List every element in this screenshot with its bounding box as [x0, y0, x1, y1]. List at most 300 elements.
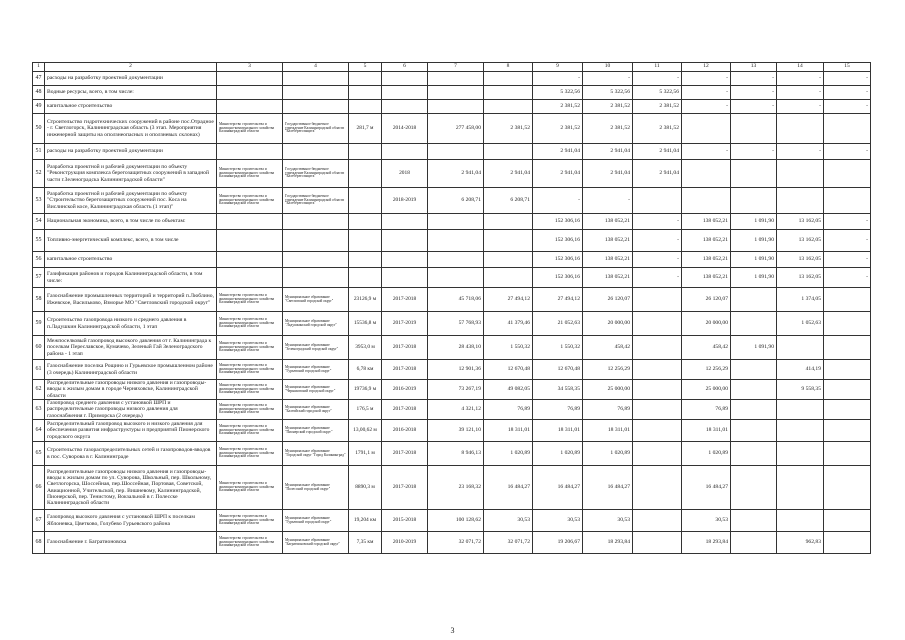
value-cell: 49 082,05: [484, 380, 533, 400]
estimated-cost-cell: [428, 214, 484, 230]
value-cell: [777, 466, 824, 510]
ministry-cell: [217, 252, 283, 268]
value-cell: [484, 214, 533, 230]
table-row: [33, 532, 871, 554]
object-name: Строительство гидротехнических сооружений в районе пос.Отрадное - г. Светлогорск, Калининградская область (3 этап. Мероприятия инженерной защиты на оползнеопасных и оползневых склонах): [45, 114, 217, 144]
value-cell: 30,53: [533, 510, 583, 532]
period-cell: 2018: [382, 160, 428, 188]
table-row: [33, 100, 871, 114]
table-row: [33, 336, 871, 360]
period-cell: 2010-2019: [382, 532, 428, 554]
value-cell: -: [777, 144, 824, 160]
ministry-cell: Министерство строительства и жилищно-коммунального хозяйства Калининградской области: [217, 288, 283, 312]
capacity-cell: [349, 268, 382, 288]
value-cell: [731, 420, 777, 442]
value-cell: [777, 420, 824, 442]
value-cell: 2 381,52: [633, 114, 682, 144]
estimated-cost-cell: [428, 144, 484, 160]
value-cell: [633, 360, 682, 380]
value-cell: 25 000,00: [583, 380, 633, 400]
capacity-cell: 13,00,62 м: [349, 420, 382, 442]
object-name: Газоснабжение г. Багратионовска: [45, 532, 217, 554]
value-cell: 76,89: [583, 400, 633, 420]
estimated-cost-cell: 39 121,10: [428, 420, 484, 442]
row-number: 59: [33, 312, 45, 336]
value-cell: -: [731, 86, 777, 100]
value-cell: [633, 442, 682, 466]
capacity-cell: [349, 160, 382, 188]
object-name: Распределительные газопроводы низкого давления и газопроводы-вводы к жилым домам в городе Черняховске, Калининградской области: [45, 380, 217, 400]
value-cell: [731, 360, 777, 380]
value-cell: 138 052,21: [583, 252, 633, 268]
value-cell: -: [633, 230, 682, 252]
object-name: Распределительный газопровод высокого и низкого давления для обеспечения развития инфраструктуры и предприятий Пионерского городского округа: [45, 420, 217, 442]
period-cell: [382, 268, 428, 288]
value-cell: 2 941,04: [533, 160, 583, 188]
period-cell: 2015-2018: [382, 510, 428, 532]
period-cell: 2017-2019: [382, 312, 428, 336]
value-cell: -: [824, 86, 871, 100]
estimated-cost-cell: 23 168,32: [428, 466, 484, 510]
value-cell: 138 052,21: [583, 230, 633, 252]
ministry-cell: Министерство строительства и жилищно-коммунального хозяйства Калининградской области: [217, 360, 283, 380]
value-cell: -: [682, 144, 731, 160]
value-cell: -: [824, 100, 871, 114]
value-cell: [824, 288, 871, 312]
row-number: 54: [33, 214, 45, 230]
value-cell: 76,89: [682, 400, 731, 420]
value-cell: [824, 510, 871, 532]
ministry-cell: [217, 72, 283, 86]
value-cell: 2 941,04: [583, 160, 633, 188]
owner-cell: [283, 252, 349, 268]
value-cell: 12 256,29: [682, 360, 731, 380]
column-number: 15: [824, 63, 871, 72]
value-cell: [731, 114, 777, 144]
value-cell: 30,53: [682, 510, 731, 532]
table-row: [33, 188, 871, 214]
ministry-cell: [217, 100, 283, 114]
value-cell: [484, 268, 533, 288]
value-cell: [824, 114, 871, 144]
row-number: 49: [33, 100, 45, 114]
row-number: 58: [33, 288, 45, 312]
table-row: [33, 360, 871, 380]
value-cell: -: [731, 72, 777, 86]
owner-cell: [283, 268, 349, 288]
value-cell: [633, 420, 682, 442]
estimated-cost-cell: 277 458,00: [428, 114, 484, 144]
row-number: 57: [33, 268, 45, 288]
object-name: Топливно-энергетический комплекс, всего, в том числе: [45, 230, 217, 252]
row-number: 52: [33, 160, 45, 188]
owner-cell: Муниципальное образование "Пионерский городской округ": [283, 420, 349, 442]
value-cell: 27 494,12: [484, 288, 533, 312]
value-cell: 2 941,04: [484, 160, 533, 188]
value-cell: 5 322,56: [533, 86, 583, 100]
estimated-cost-cell: 45 718,06: [428, 288, 484, 312]
value-cell: 27 494,12: [533, 288, 583, 312]
value-cell: -: [824, 230, 871, 252]
table-row: [33, 86, 871, 100]
value-cell: 2 381,52: [533, 100, 583, 114]
value-cell: 20 000,00: [583, 312, 633, 336]
value-cell: -: [682, 100, 731, 114]
value-cell: [824, 336, 871, 360]
value-cell: [824, 360, 871, 380]
value-cell: [731, 532, 777, 554]
ministry-cell: Министерство строительства и жилищно-коммунального хозяйства Калининградской области: [217, 312, 283, 336]
value-cell: 962,83: [777, 532, 824, 554]
column-number: 2: [45, 63, 217, 72]
owner-cell: Муниципальное образование "Светловский городской округ": [283, 288, 349, 312]
value-cell: -: [731, 100, 777, 114]
value-cell: [633, 312, 682, 336]
object-name: расходы на разработку проектной документации: [45, 144, 217, 160]
row-number: 67: [33, 510, 45, 532]
value-cell: [633, 336, 682, 360]
row-number: 65: [33, 442, 45, 466]
table-row: [33, 160, 871, 188]
period-cell: [382, 86, 428, 100]
capacity-cell: 7,35 км: [349, 532, 382, 554]
ministry-cell: [217, 144, 283, 160]
period-cell: 2017-2018: [382, 360, 428, 380]
value-cell: 18 311,01: [682, 420, 731, 442]
value-cell: 13 162,05: [777, 230, 824, 252]
value-cell: 41 379,46: [484, 312, 533, 336]
value-cell: 12 670,48: [533, 360, 583, 380]
estimated-cost-cell: [428, 230, 484, 252]
value-cell: [484, 100, 533, 114]
table-row: [33, 466, 871, 510]
table-row: [33, 380, 871, 400]
column-number: 10: [583, 63, 633, 72]
owner-cell: [283, 230, 349, 252]
value-cell: 152 306,16: [533, 268, 583, 288]
value-cell: [824, 442, 871, 466]
value-cell: 1 091,90: [731, 214, 777, 230]
value-cell: 2 381,52: [633, 100, 682, 114]
value-cell: 1 052,63: [777, 312, 824, 336]
value-cell: [731, 288, 777, 312]
estimated-cost-cell: 2 941,04: [428, 160, 484, 188]
ministry-cell: [217, 214, 283, 230]
value-cell: -: [824, 214, 871, 230]
capacity-cell: [349, 72, 382, 86]
value-cell: 25 000,00: [682, 380, 731, 400]
value-cell: 21 052,63: [533, 312, 583, 336]
capacity-cell: 23126,9 м: [349, 288, 382, 312]
object-name: Газопровод среднего давления с установкой ШРП и распределительные газопроводы низкого давления для газоснабжения г. Приморска (2 очередь): [45, 400, 217, 420]
value-cell: 2 941,04: [633, 160, 682, 188]
owner-cell: [283, 86, 349, 100]
value-cell: [682, 188, 731, 214]
value-cell: 152 306,16: [533, 214, 583, 230]
ministry-cell: Министерство строительства и жилищно-коммунального хозяйства Калининградской области: [217, 188, 283, 214]
ministry-cell: Министерство строительства и жилищно-коммунального хозяйства Калининградской области: [217, 466, 283, 510]
row-number: 66: [33, 466, 45, 510]
value-cell: [484, 230, 533, 252]
owner-cell: [283, 214, 349, 230]
period-cell: 2018-2019: [382, 188, 428, 214]
table-row: [33, 442, 871, 466]
ministry-cell: Министерство строительства и жилищно-коммунального хозяйства Калининградской области: [217, 336, 283, 360]
value-cell: [731, 442, 777, 466]
capacity-cell: 3953,0 м: [349, 336, 382, 360]
value-cell: 458,42: [583, 336, 633, 360]
value-cell: -: [583, 72, 633, 86]
table-row: [33, 230, 871, 252]
row-number: 63: [33, 400, 45, 420]
column-number: 4: [283, 63, 349, 72]
capacity-cell: [349, 100, 382, 114]
row-number: 51: [33, 144, 45, 160]
ministry-cell: Министерство строительства и жилищно-коммунального хозяйства Калининградской области: [217, 114, 283, 144]
value-cell: -: [824, 268, 871, 288]
object-name: Распределительные газопроводы низкого давления и газопроводы-вводы к жилым домам по ул. Суворова, Школьный, пер. Школьному, Светлогорска, Шоссейная, пер.Шоссейная, Портовая, Советской, Авиационной, Учительской, пер. Вишневому, Калининградской, Пионерской, пер. Тенистому, Вокзальной в г. Полесске Калининградской области: [45, 466, 217, 510]
value-cell: -: [824, 72, 871, 86]
value-cell: 30,53: [583, 510, 633, 532]
owner-cell: Муниципальное образование "Багратионовский городской округ": [283, 532, 349, 554]
value-cell: [824, 466, 871, 510]
value-cell: 152 306,16: [533, 252, 583, 268]
value-cell: [824, 420, 871, 442]
estimated-cost-cell: 8 946,13: [428, 442, 484, 466]
value-cell: 18 311,01: [533, 420, 583, 442]
capacity-cell: 15536,8 м: [349, 312, 382, 336]
estimated-cost-cell: [428, 72, 484, 86]
value-cell: 30,53: [484, 510, 533, 532]
value-cell: 13 162,05: [777, 268, 824, 288]
estimated-cost-cell: [428, 86, 484, 100]
value-cell: 13 162,05: [777, 214, 824, 230]
ministry-cell: [217, 86, 283, 100]
row-number: 55: [33, 230, 45, 252]
estimated-cost-cell: 32 071,72: [428, 532, 484, 554]
value-cell: -: [533, 188, 583, 214]
value-cell: [731, 188, 777, 214]
period-cell: [382, 72, 428, 86]
value-cell: 13 162,05: [777, 252, 824, 268]
value-cell: [777, 160, 824, 188]
value-cell: 2 381,52: [583, 114, 633, 144]
value-cell: [731, 400, 777, 420]
value-cell: 1 020,89: [682, 442, 731, 466]
period-cell: 2014-2018: [382, 114, 428, 144]
value-cell: 5 322,56: [583, 86, 633, 100]
owner-cell: Муниципальное образование "Гурьевский городской округ": [283, 510, 349, 532]
capacity-cell: 19736,9 м: [349, 380, 382, 400]
value-cell: 138 052,21: [682, 252, 731, 268]
value-cell: 2 941,04: [583, 144, 633, 160]
value-cell: 2 941,04: [533, 144, 583, 160]
object-name: Разработка проектной и рабочей документации по объекту "Строительство берегозащитных сооружений пос. Коса на Вислинской косе, Калининградская область (1 этап)": [45, 188, 217, 214]
period-cell: 2017-2018: [382, 442, 428, 466]
estimated-cost-cell: [428, 100, 484, 114]
value-cell: 1 091,90: [731, 336, 777, 360]
owner-cell: [283, 100, 349, 114]
value-cell: -: [777, 100, 824, 114]
value-cell: 26 120,07: [583, 288, 633, 312]
table-row: [33, 268, 871, 288]
table-row: [33, 72, 871, 86]
owner-cell: Муниципальное образование "Зеленоградский городской округ": [283, 336, 349, 360]
owner-cell: [283, 144, 349, 160]
value-cell: 76,89: [533, 400, 583, 420]
value-cell: -: [633, 214, 682, 230]
capacity-cell: [349, 188, 382, 214]
value-cell: 2 381,52: [583, 100, 633, 114]
column-number: 9: [533, 63, 583, 72]
column-number: 12: [682, 63, 731, 72]
value-cell: [824, 532, 871, 554]
object-name: капитальное строительство: [45, 100, 217, 114]
value-cell: [824, 312, 871, 336]
row-number: 48: [33, 86, 45, 100]
column-number-row: [33, 63, 871, 72]
value-cell: [682, 160, 731, 188]
ministry-cell: Министерство строительства и жилищно-коммунального хозяйства Калининградской области: [217, 380, 283, 400]
value-cell: 12 256,29: [583, 360, 633, 380]
object-name: Газоснабжение промышленных территорий и территорий п.Люблино, Ижевское, Васильково, Взморье МО "Светловский городской округ": [45, 288, 217, 312]
owner-cell: Муниципальное образование "Ладушкинский городской округ": [283, 312, 349, 336]
owner-cell: Муниципальное образование "Черняховский городской округ": [283, 380, 349, 400]
column-number: 14: [777, 63, 824, 72]
value-cell: 1 020,89: [533, 442, 583, 466]
owner-cell: Государственное бюджетное учреждение Калининградской области "Балтберегозащита": [283, 188, 349, 214]
estimated-cost-cell: 57 768,93: [428, 312, 484, 336]
ministry-cell: Министерство строительства и жилищно-коммунального хозяйства Калининградской области: [217, 532, 283, 554]
value-cell: 5 322,56: [633, 86, 682, 100]
value-cell: [824, 380, 871, 400]
period-cell: 2016-2018: [382, 420, 428, 442]
value-cell: 2 941,04: [633, 144, 682, 160]
object-name: расходы на разработку проектной документации: [45, 72, 217, 86]
object-name: Межпоселковый газопровод высокого давления от г. Калининграда к поселкам Переславское, Кумачево, Зеленый Гай Зеленоградского района - 1 этап: [45, 336, 217, 360]
value-cell: [777, 336, 824, 360]
table-row: [33, 312, 871, 336]
estimated-cost-cell: 28 438,10: [428, 336, 484, 360]
estimated-cost-cell: 4 321,12: [428, 400, 484, 420]
value-cell: -: [633, 72, 682, 86]
value-cell: 16 484,27: [583, 466, 633, 510]
row-number: 60: [33, 336, 45, 360]
owner-cell: [283, 72, 349, 86]
estimated-cost-cell: 12 901,36: [428, 360, 484, 380]
value-cell: [633, 380, 682, 400]
value-cell: 1 374,05: [777, 288, 824, 312]
value-cell: 138 052,21: [583, 214, 633, 230]
value-cell: -: [533, 72, 583, 86]
value-cell: 16 484,27: [682, 466, 731, 510]
value-cell: -: [633, 268, 682, 288]
capacity-cell: [349, 144, 382, 160]
value-cell: [824, 188, 871, 214]
value-cell: -: [682, 72, 731, 86]
value-cell: [777, 510, 824, 532]
row-number: 62: [33, 380, 45, 400]
estimated-cost-cell: 100 128,62: [428, 510, 484, 532]
object-name: Водные ресурсы, всего, в том числе:: [45, 86, 217, 100]
value-cell: [633, 466, 682, 510]
value-cell: 138 052,21: [583, 268, 633, 288]
value-cell: 26 120,07: [682, 288, 731, 312]
page-number: 3: [450, 626, 455, 635]
investment-table: [32, 62, 871, 554]
table-row: [33, 252, 871, 268]
estimated-cost-cell: 73 267,19: [428, 380, 484, 400]
value-cell: [484, 252, 533, 268]
table-row: [33, 400, 871, 420]
object-name: Газопровод высокого давления с установкой ШРП к поселкам Яблоневка, Цветково, Голубево Гурьевского района: [45, 510, 217, 532]
owner-cell: Государственное бюджетное учреждение Калининградской области "Балтберегозащита": [283, 114, 349, 144]
value-cell: -: [682, 86, 731, 100]
estimated-cost-cell: 6 208,71: [428, 188, 484, 214]
period-cell: [382, 100, 428, 114]
period-cell: [382, 230, 428, 252]
value-cell: 458,42: [682, 336, 731, 360]
table-row: [33, 288, 871, 312]
value-cell: -: [731, 144, 777, 160]
capacity-cell: 176,5 м: [349, 400, 382, 420]
owner-cell: Муниципальное образование "Городской округ "Город Калининград": [283, 442, 349, 466]
value-cell: 1 550,32: [484, 336, 533, 360]
capacity-cell: 19,204 км: [349, 510, 382, 532]
table-row: [33, 214, 871, 230]
column-number: 6: [382, 63, 428, 72]
table-row: [33, 144, 871, 160]
column-number: 1: [33, 63, 45, 72]
estimated-cost-cell: [428, 268, 484, 288]
object-name: Газификация районов и городов Калининградской области, в том числе:: [45, 268, 217, 288]
object-name: капитальное строительство: [45, 252, 217, 268]
value-cell: [682, 114, 731, 144]
value-cell: [633, 400, 682, 420]
capacity-cell: 8890,3 м: [349, 466, 382, 510]
value-cell: [484, 144, 533, 160]
value-cell: 6 208,71: [484, 188, 533, 214]
value-cell: 18 311,01: [583, 420, 633, 442]
value-cell: 18 293,84: [583, 532, 633, 554]
period-cell: [382, 214, 428, 230]
capacity-cell: [349, 214, 382, 230]
value-cell: 1 091,90: [731, 252, 777, 268]
value-cell: 2 381,52: [484, 114, 533, 144]
period-cell: 2017-2018: [382, 336, 428, 360]
value-cell: [731, 312, 777, 336]
capacity-cell: 1791,1 м: [349, 442, 382, 466]
value-cell: 76,89: [484, 400, 533, 420]
column-number: 8: [484, 63, 533, 72]
value-cell: 1 091,90: [731, 230, 777, 252]
value-cell: 1 020,89: [484, 442, 533, 466]
value-cell: -: [583, 188, 633, 214]
period-cell: 2017-2018: [382, 288, 428, 312]
column-number: 13: [731, 63, 777, 72]
row-number: 53: [33, 188, 45, 214]
object-name: Разработка проектной и рабочей документации по объекту "Реконструкция комплекса берегозащитных сооружений в западной части г.Зеленоградска Калининградской области": [45, 160, 217, 188]
value-cell: [777, 114, 824, 144]
ministry-cell: [217, 268, 283, 288]
row-number: 47: [33, 72, 45, 86]
value-cell: [633, 532, 682, 554]
row-number: 50: [33, 114, 45, 144]
value-cell: -: [777, 72, 824, 86]
value-cell: 12 670,48: [484, 360, 533, 380]
capacity-cell: [349, 252, 382, 268]
capacity-cell: 6,78 км: [349, 360, 382, 380]
